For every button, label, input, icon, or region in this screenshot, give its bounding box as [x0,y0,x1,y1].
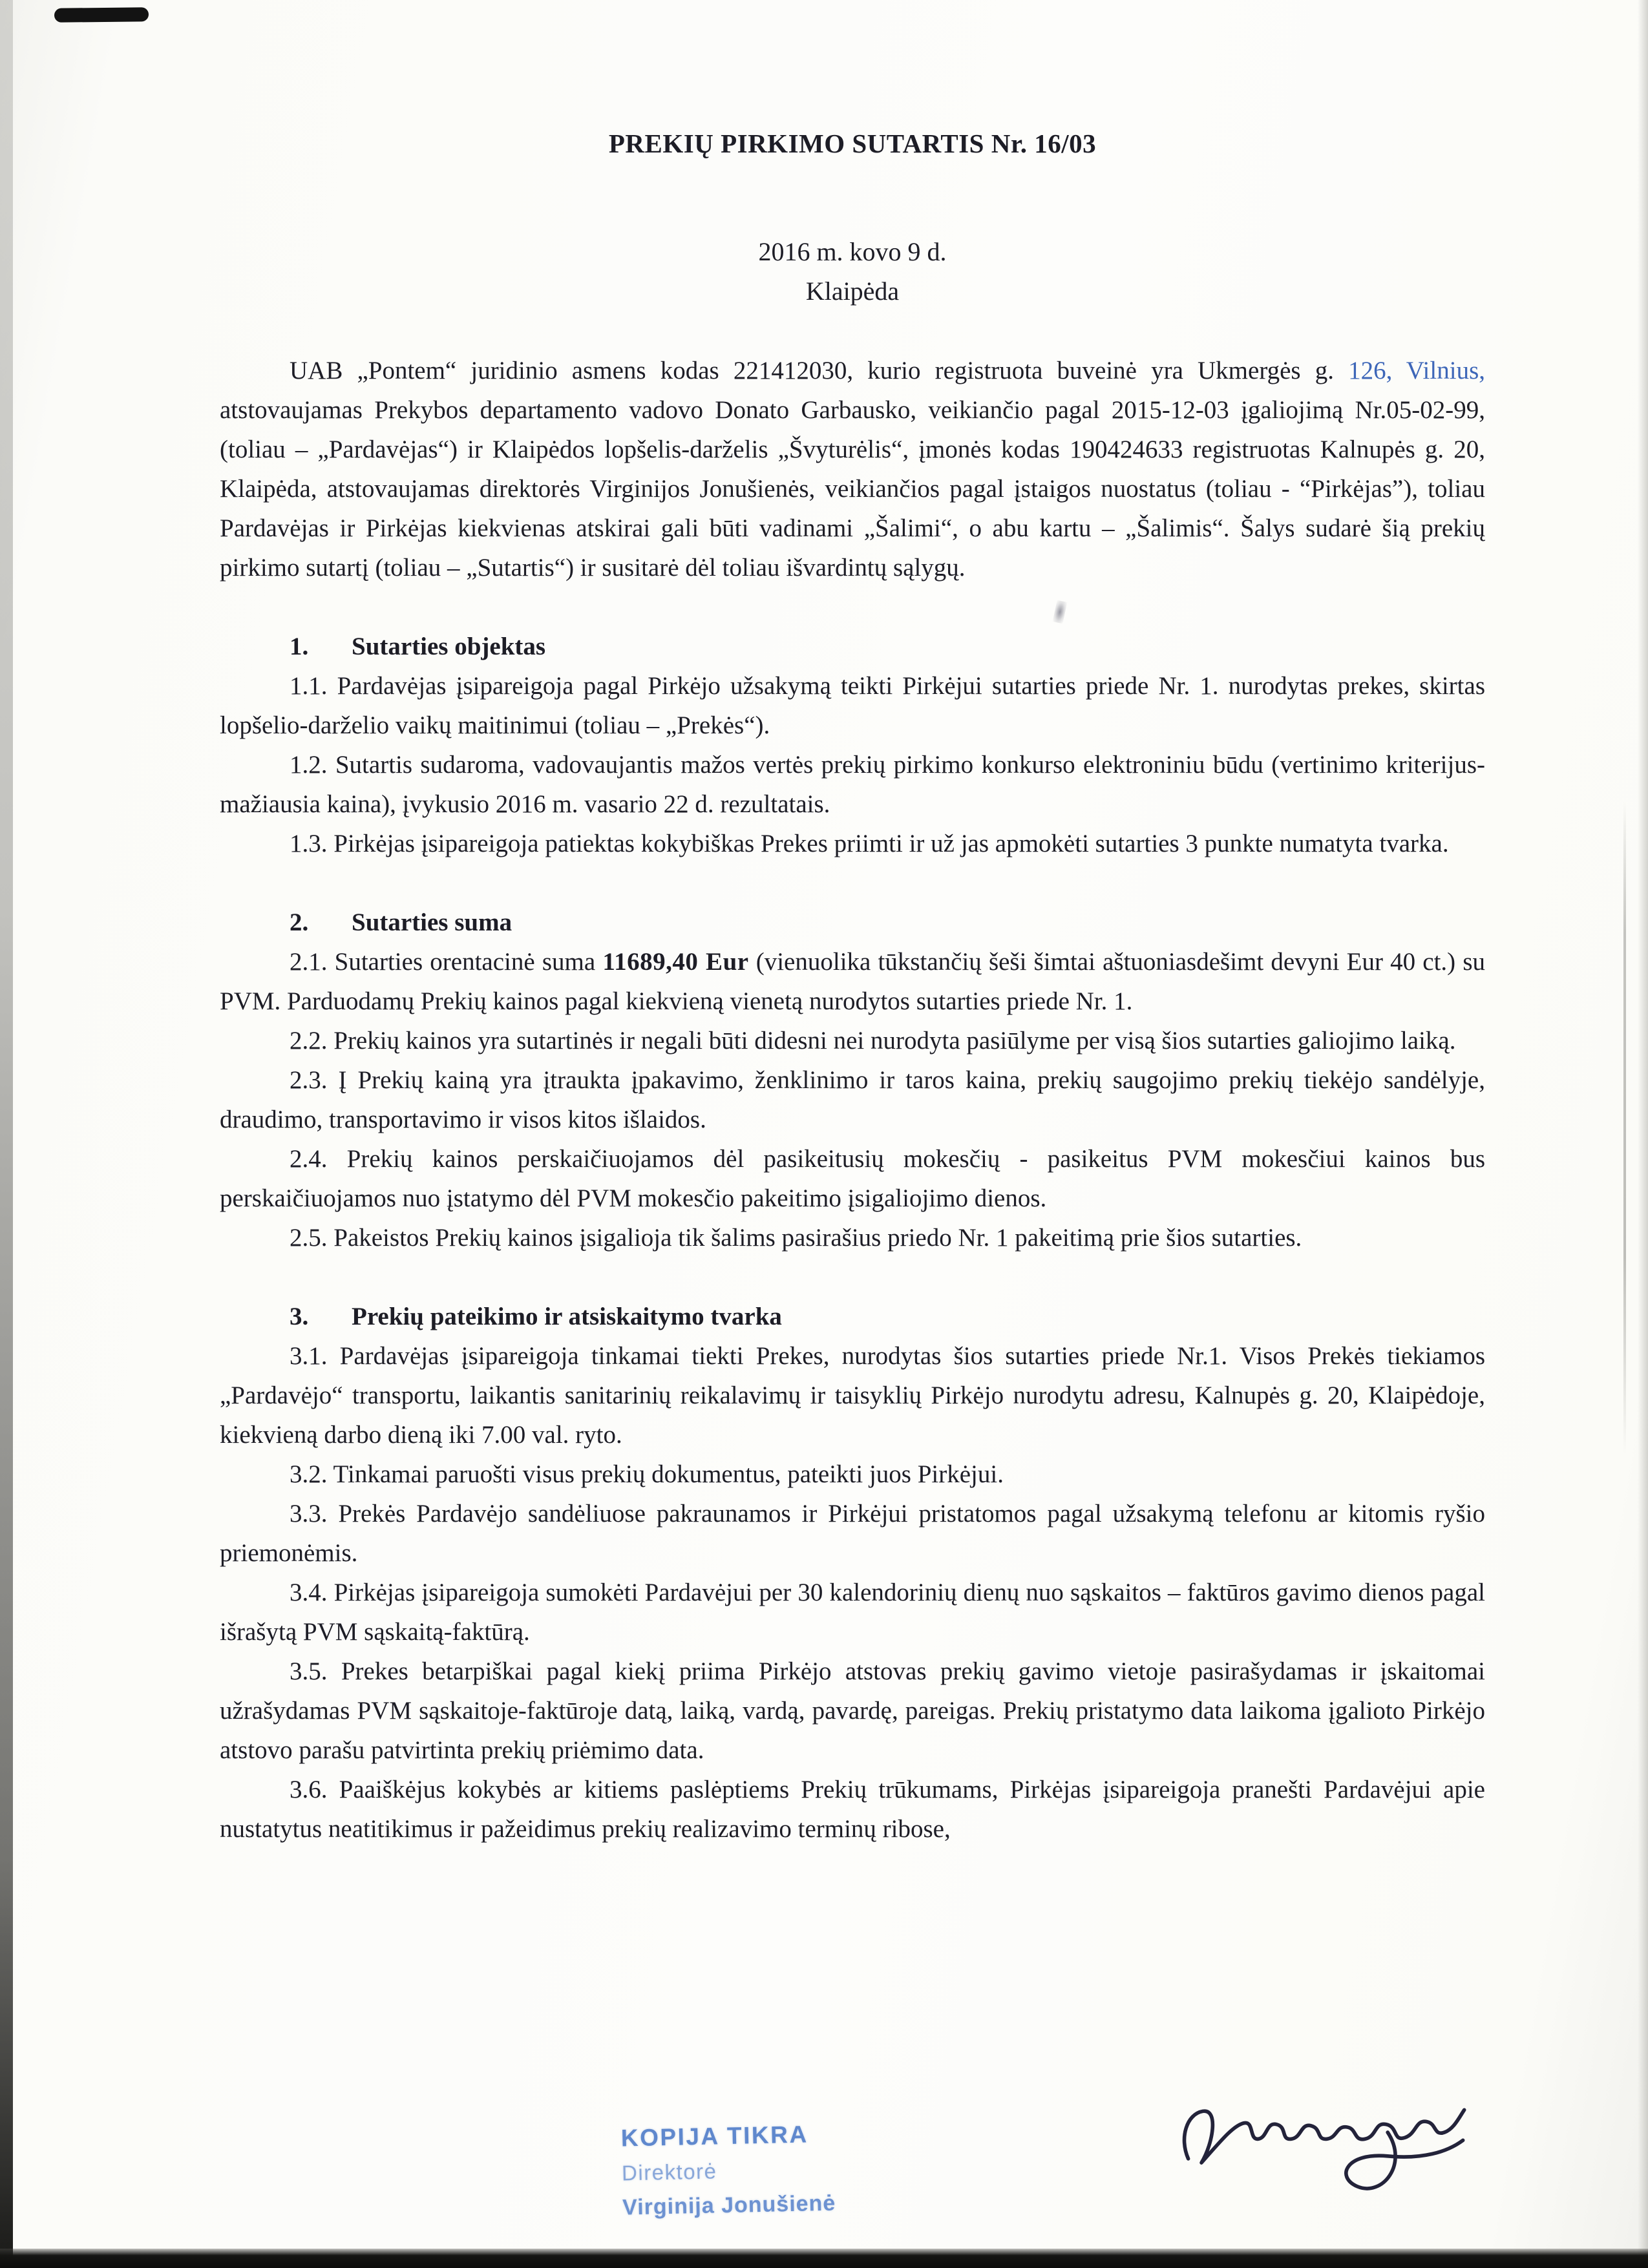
clause-3-5: 3.5. Prekes betarpiškai pagal kiekį priima Pirkėjo atstovas prekių gavimo vietoje pasirašydamas ir įskaitomai užrašydamas PVM sąskaitoje-faktūroje datą, laiką, vardą, pavardę, pareigas. Prekių pristatymo data laikoma įgalioto Pirkėjo atstovo parašu patvirtinta prekių priėmimo data. [220,1657,1485,1764]
section-3-heading [220,1297,1485,1336]
scan-edge-left [0,0,13,2268]
clause-1-3: 1.3. Pirkėjas įsipareigoja patiektas kokybiškas Prekes priimti ir už jas apmokėti sutarties 3 punkte numatyta tvarka. [290,830,1449,857]
intro-paragraph [220,351,1485,587]
clause-3-1: 3.1. Pardavėjas įsipareigoja tinkamai tiekti Prekes, nurodytas šios sutarties priede Nr.1. Visos Prekės tiekiamos „Pardavėjo“ transportu, laikantis sanitarinių reikalavimų ir taisyklių Pirkėjo nurodytu adresu, Kalnupės g. 20, Klaipėdoje, kiekvieną darbo dieną iki 7.00 val. ryto. [220,1342,1485,1449]
clause-2-1 [220,942,1485,1021]
clause-2-4: 2.4. Prekių kainos perskaičiuojamos dėl pasikeitusių mokesčių - pasikeitus PVM mokesčiui kainos bus perskaičiuojamos nuo įstatymo dėl PVM mokesčio pakeitimo įsigaliojimo dienos. [220,1145,1485,1212]
scan-crease [1623,801,1626,1454]
clause-2-1-text-continued: (vienuolika tūkstančių šeši šimtai aštuoniasdešimt devyni Eur 40 ct.) su PVM. Parduodamų Prekių kainos pagal kiekvieną vienetą nurodytos sutarties priede Nr. 1. [220,948,1485,1015]
section-2-title: Sutarties suma [352,908,512,936]
intro-text-continued: atstovaujamas Prekybos departamento vadovo Donato Garbausko, veikiančio pagal 2015-12-03 įgaliojimą Nr.05-02-99, (toliau – „Pardavėjas“) ir Klaipėdos lopšelis-darželis „Švyturėlis“, įmonės kodas 190424633 registruotas Kalnupės g. 20, Klaipėda, atstovaujamas direktorės Virginijos Jonušienės, veikiančios pagal įstaigos nuostatus (toliau - “Pirkėjas”), toliau Pardavėjas ir Pirkėjas kiekvienas atskirai gali būti vadinami „Šalimi“, o abu kartu – „Šalimis“. Šalys sudarė šią prekių pirkimo sutartį (toliau – „Sutartis“) ir susitarė dėl toliau išvardintų sąlygų. [220,396,1485,582]
section-1-title: Sutarties objektas [352,633,546,660]
clause-3-3: 3.3. Prekės Pardavėjo sandėliuose pakraunamos ir Pirkėjui pristatomos pagal užsakymą telefonu ar kitomis ryšio priemonėmis. [220,1500,1485,1567]
document-title: PREKIŲ PIRKIMO SUTARTIS Nr. 16/03 [608,129,1097,158]
handwritten-signature [1170,2079,1474,2212]
clause-3-2: 3.2. Tinkamai paruošti visus prekių dokumentus, pateikti juos Pirkėjui. [290,1460,1004,1488]
clause-3-4: 3.4. Pirkėjas įsipareigoja sumokėti Pardavėjui per 30 kalendorinių dienų nuo sąskaitos – faktūros gavimo dienos pagal išrašytą PVM sąskaitą-faktūrą. [220,1579,1485,1646]
stamp-line-title: Direktorė [621,2159,717,2185]
clause-2-2: 2.2. Prekių kainos yra sutartinės ir negali būti didesni nei nurodyta pasiūlyme per visą šios sutarties galiojimo laiką. [290,1027,1456,1055]
section-3-number: 3. [290,1303,309,1330]
stamp-line-name: Virginija Jonušienė [622,2190,836,2220]
section-1-number: 1. [290,633,309,660]
document-date: 2016 m. kovo 9 d. [758,237,947,266]
scan-edge-bottom [0,2249,1648,2268]
clause-2-5: 2.5. Pakeistos Prekių kainos įsigalioja tik šalims pasirašius priedo Nr. 1 pakeitimą prie šios sutarties. [290,1224,1302,1252]
address-highlight: 126, Vilnius, [1348,357,1485,384]
document-city: Klaipėda [805,277,900,306]
binder-mark [54,7,149,23]
stamp-line-kopija-tikra: KOPIJA TIKRA [620,2121,809,2152]
clause-2-3: 2.3. Į Prekių kainą yra įtraukta įpakavimo, ženklinimo ir taros kaina, prekių saugojimo prekių tiekėjo sandėlyje, draudimo, transportavimo ir visos kitos išlaidos. [220,1066,1485,1133]
section-1-heading [220,627,1485,666]
section-3-title: Prekių pateikimo ir atsiskaitymo tvarka [352,1303,782,1330]
contract-document [220,124,1485,1849]
scan-edge-right [1638,0,1648,2268]
clause-3-6: 3.6. Paaiškėjus kokybės ar kitiems paslėptiems Prekių trūkumams, Pirkėjas įsipareigoja pranešti Pardavėjui apie nustatytus neatitikimus ir pažeidimus prekių realizavimo terminų ribose, [220,1776,1485,1843]
clause-1-2: 1.2. Sutartis sudaroma, vadovaujantis mažos vertės prekių pirkimo konkurso elektroniniu būdu (vertinimo kriterijus- mažiausia kaina), įvykusio 2016 m. vasario 22 d. rezultatais. [220,751,1485,818]
section-2-number: 2. [290,908,309,936]
clause-2-1-text: 2.1. Sutarties orentacinė suma [290,948,603,976]
intro-text: UAB „Pontem“ juridinio asmens kodas 221412030, kurio registruota buveinė yra Ukmergės g. [290,357,1349,384]
contract-sum: 11689,40 Eur [602,948,749,976]
clause-1-1: 1.1. Pardavėjas įsipareigoja pagal Pirkėjo užsakymą teikti Pirkėjui sutarties priede Nr. 1. nurodytas prekes, skirtas lopšelio-darželio vaikų maitinimui (toliau – „Prekės“). [220,672,1485,739]
copy-stamp [620,2116,836,2225]
section-2-heading [220,903,1485,942]
